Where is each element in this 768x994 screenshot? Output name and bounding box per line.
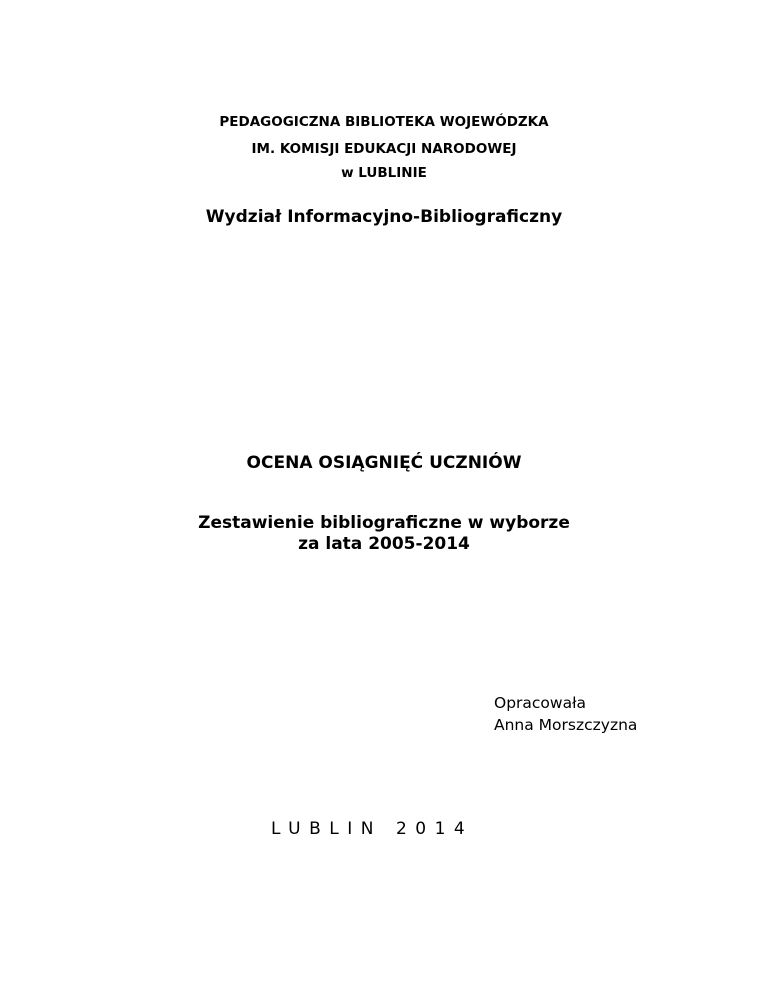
- document-title: OCENA OSIĄGNIĘĆ UCZNIÓW: [246, 453, 522, 473]
- department-name: Wydział Informacyjno-Bibliograficzny: [205, 207, 563, 227]
- author-block: [494, 692, 637, 736]
- institution-city: w LUBLINIE: [341, 165, 427, 181]
- institution-name-line1: PEDAGOGICZNA BIBLIOTEKA WOJEWÓDZKA: [219, 114, 549, 130]
- publication-year: 2014: [395, 819, 474, 839]
- place-name: LUBLIN: [271, 819, 382, 839]
- subtitle-line1: Zestawienie bibliograficzne w wyborze: [198, 513, 570, 533]
- author-label: Opracowała: [494, 694, 586, 712]
- place-and-year: [271, 819, 473, 839]
- institution-name-line2: IM. KOMISJI EDUKACJI NARODOWEJ: [251, 141, 517, 157]
- author-name: Anna Morszczyzna: [494, 716, 638, 734]
- subtitle-line2: za lata 2005-2014: [298, 534, 470, 554]
